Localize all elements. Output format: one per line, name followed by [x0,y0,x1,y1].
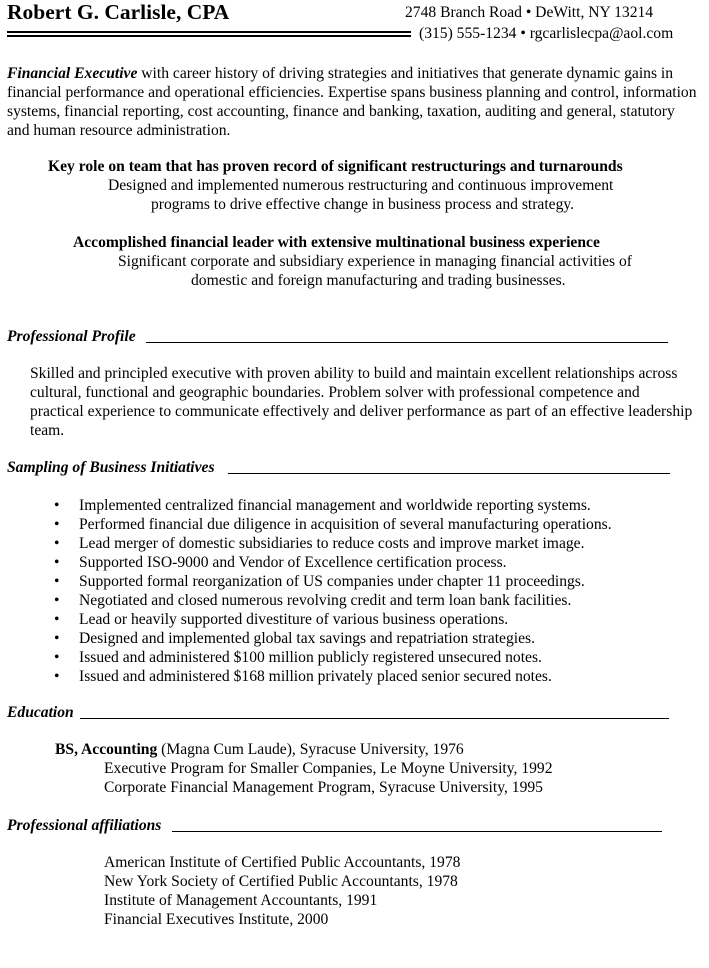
section-rule-education [80,718,669,719]
list-item: • Supported formal reorganization of US companies under chapter 11 proceedings. [54,573,585,590]
bullet-icon: • [54,535,60,552]
highlight-line-1a: Designed and implemented numerous restructuring and continuous improvement [108,177,614,194]
address: 2748 Branch Road • DeWitt, NY 13214 [405,4,654,21]
affiliations-list [104,853,460,929]
bullet-icon: • [54,516,60,533]
education-programs [104,759,553,797]
bullet-icon: • [54,630,60,647]
summary-lead: Financial Executive [7,65,138,82]
list-item: Executive Program for Smaller Companies, Le Moyne University, 1992 [104,760,553,777]
bullet-icon: • [54,554,60,571]
bullet-icon: • [54,497,60,514]
section-rule-initiatives [228,473,670,474]
list-item: Corporate Financial Management Program, Syracuse University, 1995 [104,779,543,796]
highlight-line-2a: Significant corporate and subsidiary experience in managing financial activities of [118,253,632,270]
highlight-title-2: Accomplished financial leader with extensive multinational business experience [73,234,600,251]
bullet-icon: • [54,573,60,590]
section-heading-profile: Professional Profile [7,328,136,345]
list-item: • Lead merger of domestic subsidiaries to reduce costs and improve market image. [54,535,585,552]
resume-name: Robert G. Carlisle, CPA [7,0,230,24]
list-item: Institute of Management Accountants, 1991 [104,892,378,909]
section-rule-profile [146,342,668,343]
section-rule-affiliations [172,831,662,832]
header-double-rule [7,31,411,37]
initiatives-list [50,496,612,686]
bullet-icon: • [54,668,60,685]
list-item: • Issued and administered $168 million privately placed senior secured notes. [54,668,552,685]
list-item: Financial Executives Institute, 2000 [104,911,329,928]
bullet-icon: • [54,649,60,666]
list-item: • Supported ISO-9000 and Vendor of Excellence certification process. [54,554,507,571]
list-item: • Negotiated and closed numerous revolving credit and term loan bank facilities. [54,592,572,609]
education-degree [55,740,464,759]
section-heading-education: Education [7,704,74,721]
contact-info: (315) 555-1234 • rgcarlislecpa@aol.com [419,25,674,42]
summary-paragraph [7,64,697,140]
bullet-icon: • [54,611,60,628]
list-item: New York Society of Certified Public Accountants, 1978 [104,873,458,890]
degree-title: BS, Accounting [55,741,158,758]
summary-text: with career history of driving strategies and initiatives that generate dynamic gains in financial performance and operational efficiencies. Expertise spans business planning and control, information systems, financial reporting, cost accounting, finance and banking, taxation, auditing and general, statutory and human resource administration. [7,65,697,139]
bullet-icon: • [54,592,60,609]
degree-details: (Magna Cum Laude), Syracuse University, 1976 [157,741,464,758]
list-item: • Performed financial due diligence in acquisition of several manufacturing operations. [54,516,612,533]
highlight-line-2b: domestic and foreign manufacturing and trading businesses. [191,272,566,289]
list-item: • Lead or heavily supported divestiture of various business operations. [54,611,509,628]
highlight-line-1b: programs to drive effective change in business process and strategy. [151,196,575,213]
section-heading-affiliations: Professional affiliations [7,817,162,834]
section-heading-initiatives: Sampling of Business Initiatives [7,459,215,476]
highlight-title-1: Key role on team that has proven record of significant restructurings and turnarounds [48,158,623,175]
list-item: • Issued and administered $100 million publicly registered unsecured notes. [54,649,542,666]
profile-paragraph: Skilled and principled executive with proven ability to build and maintain excellent relationships across cultural, functional and geographic boundaries. Problem solver with professional competence and practical experience to communicate effectively and deliver performance as part of an effective leadership team. [30,365,693,439]
list-item: American Institute of Certified Public Accountants, 1978 [104,854,461,871]
list-item: • Designed and implemented global tax savings and repatriation strategies. [54,630,535,647]
list-item: • Implemented centralized financial management and worldwide reporting systems. [54,497,591,514]
